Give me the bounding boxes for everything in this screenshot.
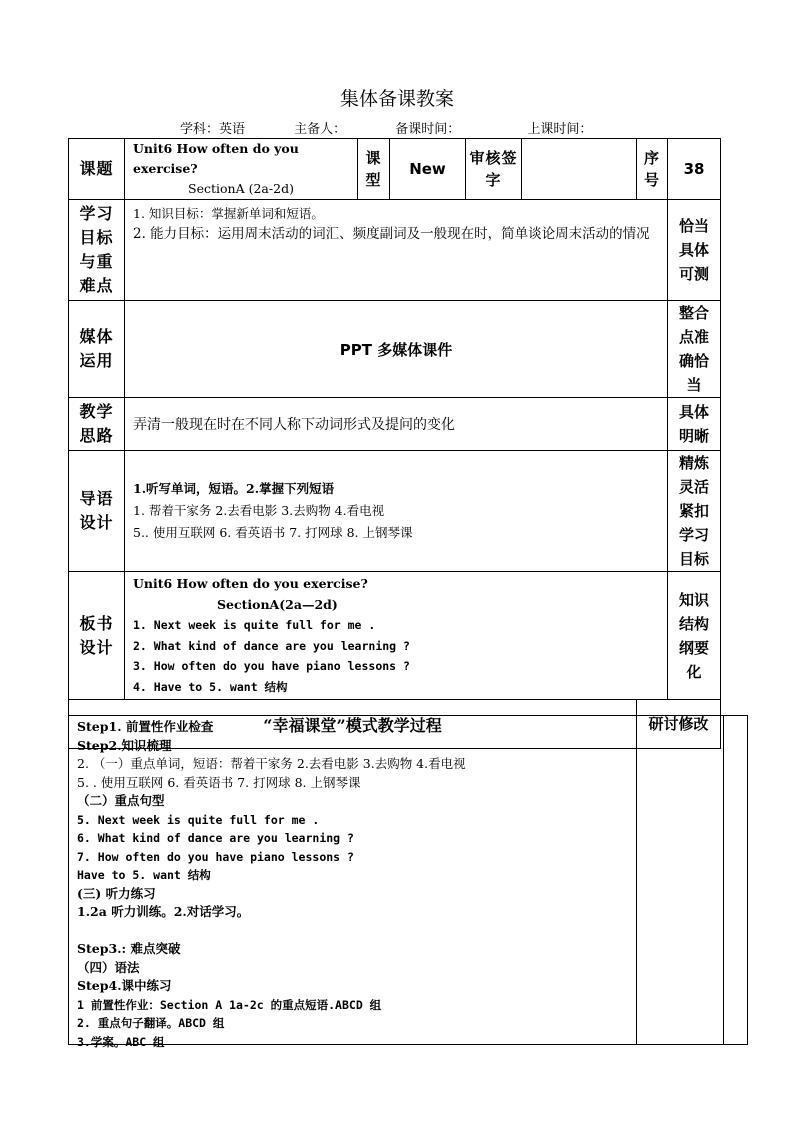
intro-eval: 精炼灵活紧扣学习目标 xyxy=(668,451,721,572)
process-line: (三) 听力练习 xyxy=(77,885,156,901)
process-line: 1 前置性作业：Section A 1a-2c 的重点短语.ABCD 组 xyxy=(77,997,382,1012)
row-topic xyxy=(69,139,721,200)
type-label xyxy=(358,139,390,200)
process-text xyxy=(77,718,632,1051)
process-body xyxy=(68,715,748,1049)
review-value xyxy=(522,139,637,200)
type-label-text: 课型 xyxy=(365,149,382,189)
board-content xyxy=(125,572,668,700)
intro-line3: 5.. 使用互联网 6. 看英语书 7. 打网球 8. 上钢琴课 xyxy=(133,525,413,540)
approach-label: 教学思路 xyxy=(69,398,125,451)
process-line: （二）重点句型 xyxy=(77,793,165,808)
row-media xyxy=(69,301,721,398)
intro-label: 导语设计 xyxy=(69,451,125,572)
process-line xyxy=(77,922,632,941)
review-header: 研讨修改 xyxy=(637,700,721,749)
board-eval: 知识结构纲要化 xyxy=(668,572,721,700)
meta-line xyxy=(180,118,592,137)
document-title: 集体备课教案 xyxy=(339,88,454,110)
process-header: “幸福课堂”模式教学过程 xyxy=(69,700,637,749)
process-line: 5. . 使用互联网 6. 看英语书 7. 打网球 8. 上钢琴课 xyxy=(77,774,361,790)
meta-preparer: 主备人： xyxy=(294,122,347,137)
type-value: New xyxy=(390,139,466,200)
process-line: 7. How often do you have piano lessons ? xyxy=(77,849,354,864)
board-line3: 1. Next week is quite full for me . xyxy=(133,618,376,632)
row-board xyxy=(69,572,721,700)
process-line: 2. （一）重点单词，短语：帮着干家务 2.去看电影 3.去购物 4.看电视 xyxy=(77,756,466,771)
process-line: 2. 重点句子翻译。ABCD 组 xyxy=(77,1016,225,1030)
topic-line1: Unit6 How often do you exercise? xyxy=(133,141,299,176)
board-label: 板书设计 xyxy=(69,572,125,700)
topic-label: 课题 xyxy=(69,139,125,200)
process-line: Step1. 前置性作业检查 xyxy=(77,719,214,734)
meta-class-time: 上课时间： xyxy=(527,122,593,137)
row-intro xyxy=(69,451,721,572)
intro-line1: 1.听写单词，短语。2.掌握下列短语 xyxy=(133,481,335,496)
seq-label: 序号 xyxy=(637,139,668,200)
board-line5: 3. How often do you have piano lessons ? xyxy=(133,659,410,673)
review-label: 审核签字 xyxy=(466,139,522,200)
board-line6: 4. Have to 5. want 结构 xyxy=(133,679,288,694)
objectives-content xyxy=(125,200,668,301)
process-line: Step4.课中练习 xyxy=(77,978,172,993)
topic-line2: SectionA (2a-2d) xyxy=(188,181,294,196)
board-line4: 2. What kind of dance are you learning ? xyxy=(133,638,410,653)
process-divider-2 xyxy=(723,716,724,1044)
objectives-label: 学习目标与重难点 xyxy=(69,200,125,301)
meta-subject: 学科：英语 xyxy=(180,122,246,137)
board-line2: SectionA(2a—2d) xyxy=(217,596,338,612)
process-line: 5. Next week is quite full for me . xyxy=(77,812,320,827)
process-line: Step3.: 难点突破 xyxy=(77,941,181,956)
objectives-line1: 1. 知识目标：掌握新单词和短语。 xyxy=(133,206,324,221)
process-line: Have to 5. want 结构 xyxy=(77,868,211,882)
board-line1: Unit6 How often do you exercise? xyxy=(133,576,368,591)
process-line: Step2.知识梳理 xyxy=(77,737,172,753)
process-line: （四）语法 xyxy=(77,959,140,975)
topic-cell xyxy=(125,139,358,200)
approach-content: 弄清一般现在时在不同人称下动词形式及提问的变化 xyxy=(125,398,668,451)
seq-value: 38 xyxy=(668,139,721,200)
row-approach xyxy=(69,398,721,451)
media-eval: 整合点准确恰当 xyxy=(668,301,721,398)
process-line: 1.2a 听力训练。2.对话学习。 xyxy=(77,904,250,919)
approach-eval: 具体明晰 xyxy=(668,398,721,451)
row-objectives xyxy=(69,200,721,301)
process-line: 3.学案。ABC 组 xyxy=(77,1034,165,1049)
media-label: 媒体运用 xyxy=(69,301,125,398)
lesson-plan-table xyxy=(68,138,721,749)
intro-content xyxy=(125,451,668,572)
objectives-line2: 2. 能力目标：运用周末活动的词汇、频度副词及一般现在时，简单谈论周末活动的情况 xyxy=(133,226,650,242)
meta-prep-time: 备课时间： xyxy=(395,122,461,137)
process-divider-1 xyxy=(636,716,637,1044)
objectives-eval: 恰当具体可测 xyxy=(668,200,721,301)
process-line: 6. What kind of dance are you learning ? xyxy=(77,831,354,845)
media-content: PPT 多媒体课件 xyxy=(125,301,668,398)
intro-line2: 1. 帮着干家务 2.去看电影 3.去购物 4.看电视 xyxy=(133,503,385,518)
